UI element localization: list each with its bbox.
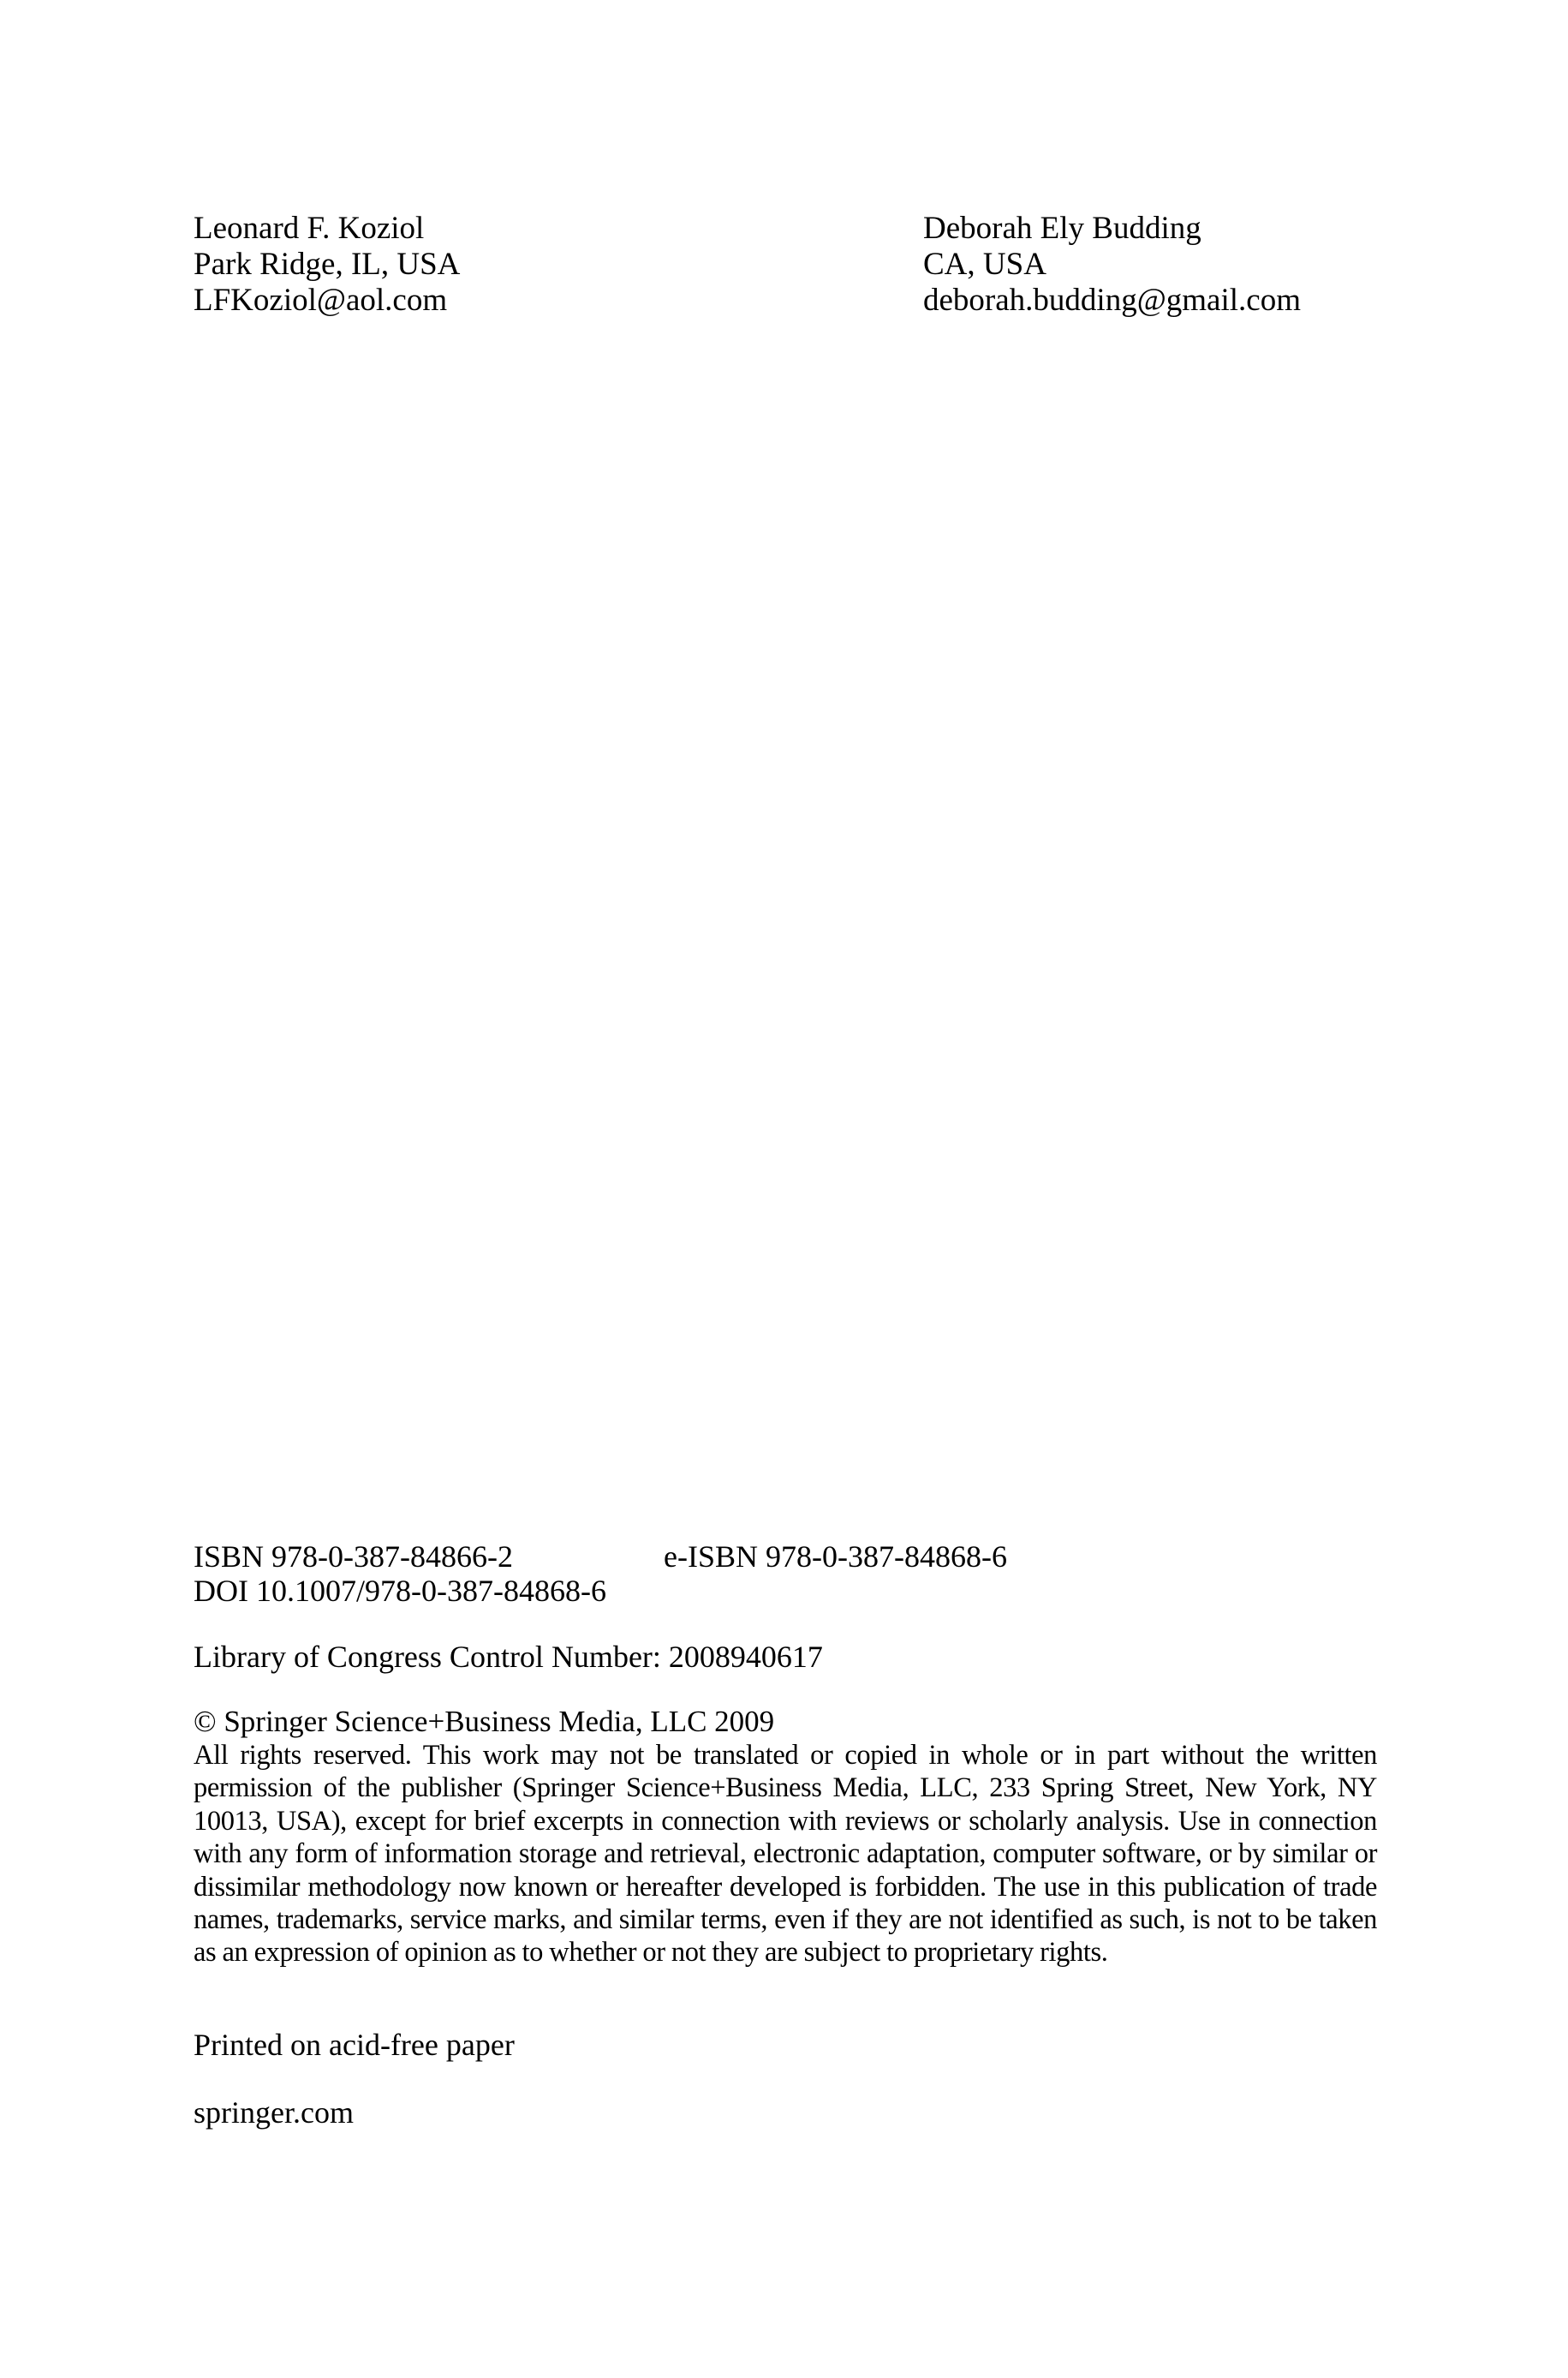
author-email: deborah.budding@gmail.com <box>923 283 1301 318</box>
isbn-row <box>194 1539 1007 1574</box>
author-name: Leonard F. Koziol <box>194 211 425 246</box>
author-email: LFKoziol@aol.com <box>194 283 448 318</box>
author-block-right <box>923 211 1301 319</box>
publication-identifiers <box>194 1539 1007 1608</box>
author-block-left <box>194 211 460 319</box>
publisher-website: springer.com <box>194 2095 354 2130</box>
author-location: Park Ridge, IL, USA <box>194 247 461 282</box>
rights-paragraph: All rights reserved. This work may not be translated or copied in whole or in part without the written permission of the publisher (Springer Science+Business Media, LLC, 233 Spring Street, New York, NY 10013, USA), except for brief excerpts in connection with reviews or scholarly analysis. Use in connection with any form of information storage and retrieval, electronic adaptation, computer software, or by similar or dissimilar methodology now known or hereafter developed is forbidden. The use in this publication of trade names, trademarks, service marks, and similar terms, even if they are not identified as such, is not to be taken as an expression of opinion as to whether or not they are subject to proprietary rights. <box>194 1740 1377 1969</box>
printed-note: Printed on acid-free paper <box>194 2028 515 2062</box>
copyright-block <box>194 1705 1377 1969</box>
author-location: CA, USA <box>923 247 1046 282</box>
author-name: Deborah Ely Budding <box>923 211 1201 246</box>
doi: DOI 10.1007/978-0-387-84868-6 <box>194 1574 606 1608</box>
isbn-print: ISBN 978-0-387-84866-2 <box>194 1539 513 1574</box>
copyright-notice: © Springer Science+Business Media, LLC 2009 <box>194 1705 775 1738</box>
library-of-congress-number: Library of Congress Control Number: 2008940617 <box>194 1640 823 1674</box>
isbn-electronic: e-ISBN 978-0-387-84868-6 <box>664 1539 1007 1574</box>
